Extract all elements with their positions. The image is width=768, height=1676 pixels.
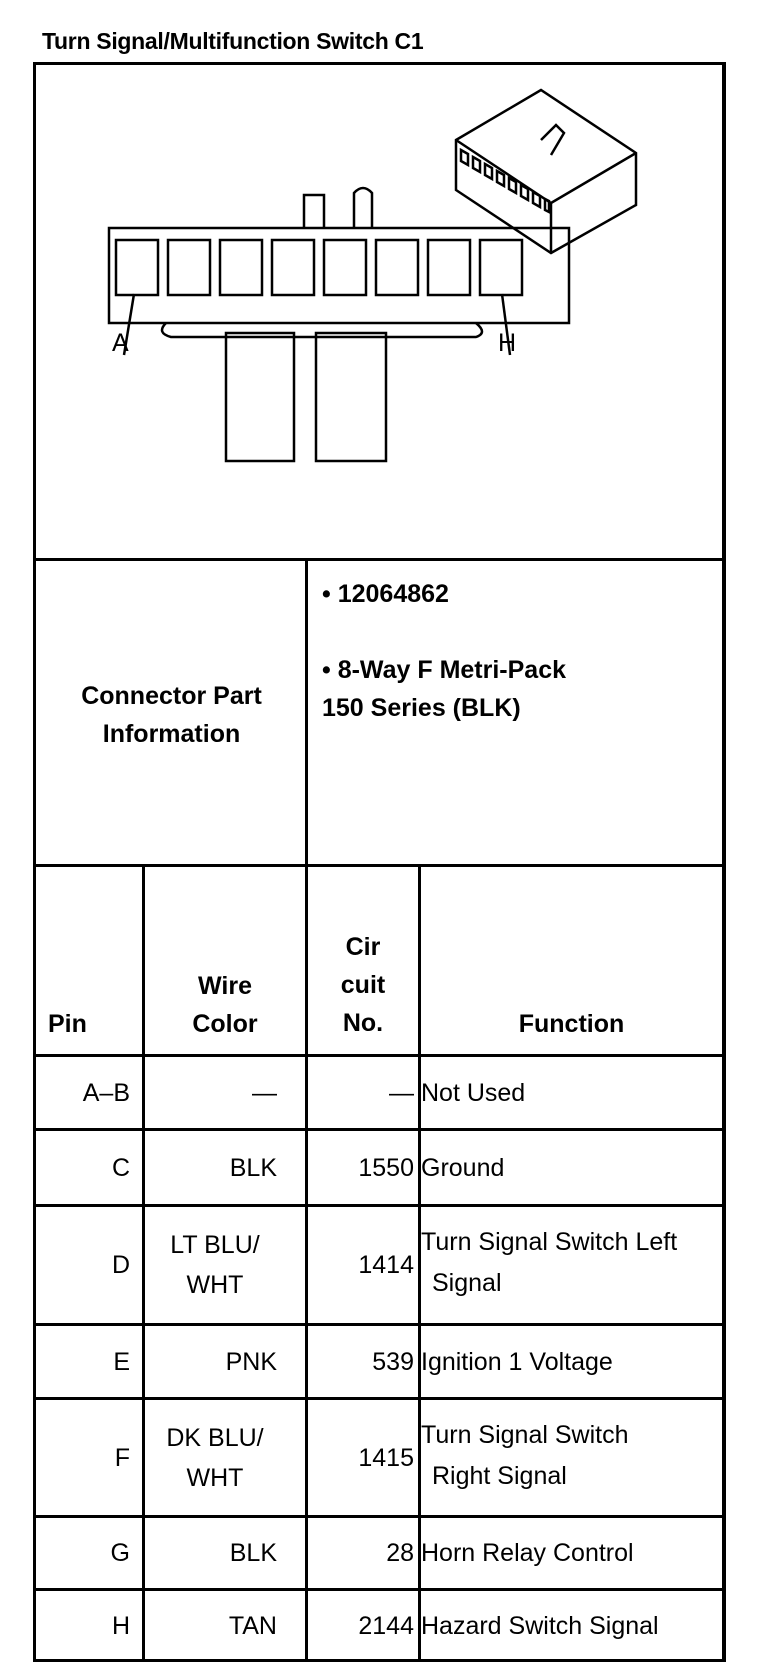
iso-connector-edge (456, 140, 636, 203)
pin-cell: A–B (82, 1079, 130, 1107)
header-circuit-no: Cir cuit No. (340, 933, 386, 1037)
function-cell: Ground (421, 1154, 505, 1182)
iso-connector-latch (541, 125, 564, 155)
iso-cavity (533, 192, 540, 207)
divider (33, 1204, 726, 1207)
iso-cavity (509, 178, 516, 193)
circuit-number-cell: 1414 (358, 1251, 414, 1279)
function-cell: Ignition 1 Voltage (421, 1348, 613, 1376)
circuit-number-cell: 2144 (358, 1612, 414, 1640)
pin-cell: D (111, 1251, 130, 1279)
iso-cavity (461, 150, 468, 165)
pin-cell: G (110, 1539, 130, 1567)
circuit-number-cell: — (389, 1079, 414, 1107)
function-cell-line2: Right Signal (432, 1462, 567, 1490)
wire-color-cell: PNK (225, 1348, 277, 1376)
cavity-c (220, 240, 262, 295)
iso-cavity (545, 199, 549, 212)
wire-color-cell: DK BLU/ (166, 1424, 264, 1452)
pin-cell: E (113, 1348, 130, 1376)
connector-info-label (36, 562, 307, 868)
divider (33, 558, 726, 561)
wire-tab-right (316, 333, 386, 461)
function-cell-line2: Signal (432, 1269, 502, 1297)
iso-cavity (497, 171, 504, 186)
iso-cavity (485, 164, 492, 179)
cavity-b (168, 240, 210, 295)
divider (33, 1323, 726, 1326)
wire-color-cell: LT BLU/ (170, 1231, 260, 1259)
cavity-f (376, 240, 418, 295)
header-wire-color: Wire Color (192, 972, 258, 1038)
circuit-number-cell: 1415 (358, 1444, 414, 1472)
circuit-number-cell: 539 (372, 1348, 414, 1376)
connector-drawing (36, 65, 722, 558)
connector-key (304, 195, 324, 228)
connector-description-line1: • 8-Way F Metri-Pack (322, 656, 567, 684)
iso-cavity (521, 185, 528, 200)
wire-color-cell-line2: WHT (186, 1271, 244, 1299)
divider (33, 1397, 726, 1400)
connector-part-number: • 12064862 (322, 580, 449, 608)
header-function: Function (518, 1010, 625, 1038)
connector-latch (354, 188, 372, 228)
divider (33, 1515, 726, 1518)
pin-cell: C (111, 1154, 130, 1182)
header-pin: Pin (48, 1010, 87, 1038)
function-cell: Hazard Switch Signal (421, 1612, 659, 1640)
function-cell: Horn Relay Control (421, 1539, 634, 1567)
page-title: Turn Signal/Multifunction Switch C1 (42, 28, 424, 54)
wire-color-cell: — (252, 1079, 277, 1107)
iso-cavity (473, 157, 480, 172)
pin-cell: F (114, 1444, 130, 1472)
wire-color-cell: TAN (228, 1612, 277, 1640)
connector-lip (162, 323, 482, 337)
function-cell: Turn Signal Switch Left (421, 1228, 678, 1256)
pin-label-a: A (112, 329, 129, 357)
circuit-number-cell: 1550 (358, 1154, 414, 1182)
cavity-g (428, 240, 470, 295)
connector-info-label-line2: Information (102, 720, 241, 748)
function-cell: Not Used (421, 1079, 526, 1107)
divider (33, 1128, 726, 1131)
wire-color-cell-line2: WHT (186, 1464, 244, 1492)
cavity-a (116, 240, 158, 295)
wire-tab-left (226, 333, 294, 461)
pin-label-h: H (498, 329, 517, 357)
wire-color-cell: BLK (229, 1539, 277, 1567)
connector-info-text (322, 575, 566, 727)
divider (33, 1588, 726, 1591)
divider (33, 1054, 726, 1057)
connector-body (109, 228, 569, 323)
connector-info-label-line1: Connector Part (81, 682, 262, 710)
cavity-d (272, 240, 314, 295)
cavity-e (324, 240, 366, 295)
wire-color-cell: BLK (229, 1154, 277, 1182)
connector-description-line2: 150 Series (BLK) (322, 694, 521, 722)
function-cell: Turn Signal Switch (421, 1421, 629, 1449)
circuit-number-cell: 28 (386, 1539, 414, 1567)
pin-cell: H (111, 1612, 130, 1640)
cavity-h (480, 240, 522, 295)
connector-diagram (36, 65, 722, 558)
